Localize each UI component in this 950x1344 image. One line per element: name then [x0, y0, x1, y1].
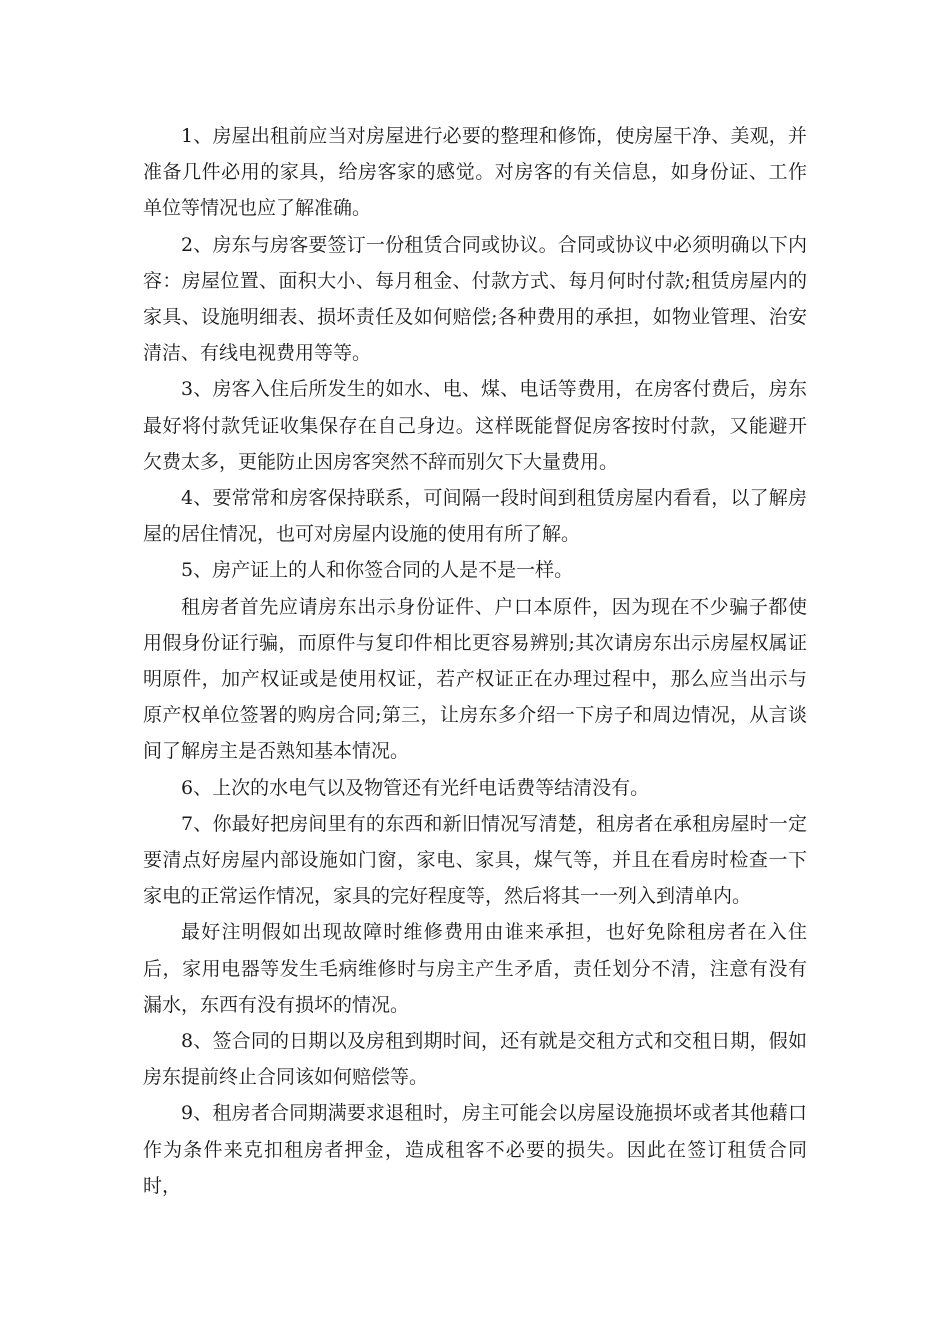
paragraph-7-detail: 最好注明假如出现故障时维修费用由谁来承担，也好免除租房者在入住后，家用电器等发生毛病维修时与房主产生矛盾，责任划分不清，注意有没有漏水，东西有没有损坏的情况。: [143, 921, 807, 1016]
paragraph-3: 3、房客入住后所发生的如水、电、煤、电话等费用，在房客付费后，房东最好将付款凭证收集保存在自己身边。这样既能督促房客按时付款，又能避开欠费太多，更能防止因房客突然不辞而别欠下大量费用。: [143, 378, 807, 473]
paragraph-1: 1、房屋出租前应当对房屋进行必要的整理和修饰，使房屋干净、美观，并准备几件必用的家具，给房客家的感觉。对房客的有关信息，如身份证、工作单位等情况也应了解准确。: [143, 125, 807, 220]
paragraph-6: 6、上次的水电气以及物管还有光纤电话费等结清没有。: [181, 776, 650, 799]
paragraph-9: 9、租房者合同期满要求退租时，房主可能会以房屋设施损坏或者其他藉口作为条件来克扣租房者押金，造成租客不必要的损失。因此在签订租赁合同时，: [143, 1102, 807, 1197]
paragraph-5-detail: 租房者首先应请房东出示身份证件、户口本原件，因为现在不少骗子都使用假身份证行骗，而原件与复印件相比更容易辨别;其次请房东出示房屋权属证明原件，加产权证或是使用权证，若产权证正在办理过程中，那么应当出示与原产权单位签署的购房合同;第三，让房东多介绍一下房子和周边情况，从言谈间了解房主是否熟知基本情况。: [143, 595, 807, 763]
paragraph-4: 4、要常常和房客保持联系，可间隔一段时间到租赁房屋内看看，以了解房屋的居住情况，也可对房屋内设施的使用有所了解。: [143, 487, 807, 546]
paragraph-8: 8、签合同的日期以及房租到期时间，还有就是交租方式和交租日期，假如房东提前终止合同该如何赔偿等。: [143, 1030, 807, 1089]
paragraph-7: 7、你最好把房间里有的东西和新旧情况写清楚，租房者在承租房屋时一定要清点好房屋内部设施如门窗，家电、家具，煤气等，并且在看房时检查一下家电的正常运作情况，家具的完好程度等，然后将其一一列入到清单内。: [143, 812, 807, 908]
document-body: [143, 118, 807, 1204]
paragraph-2: 2、房东与房客要签订一份租赁合同或协议。合同或协议中必须明确以下内容：房屋位置、面积大小、每月租金、付款方式、每月何时付款;租赁房屋内的家具、设施明细表、损坏责任及如何赔偿;各种费用的承担，如物业管理、治安清洁、有线电视费用等等。: [143, 233, 807, 365]
paragraph-5: 5、房产证上的人和你签合同的人是不是一样。: [181, 559, 574, 582]
